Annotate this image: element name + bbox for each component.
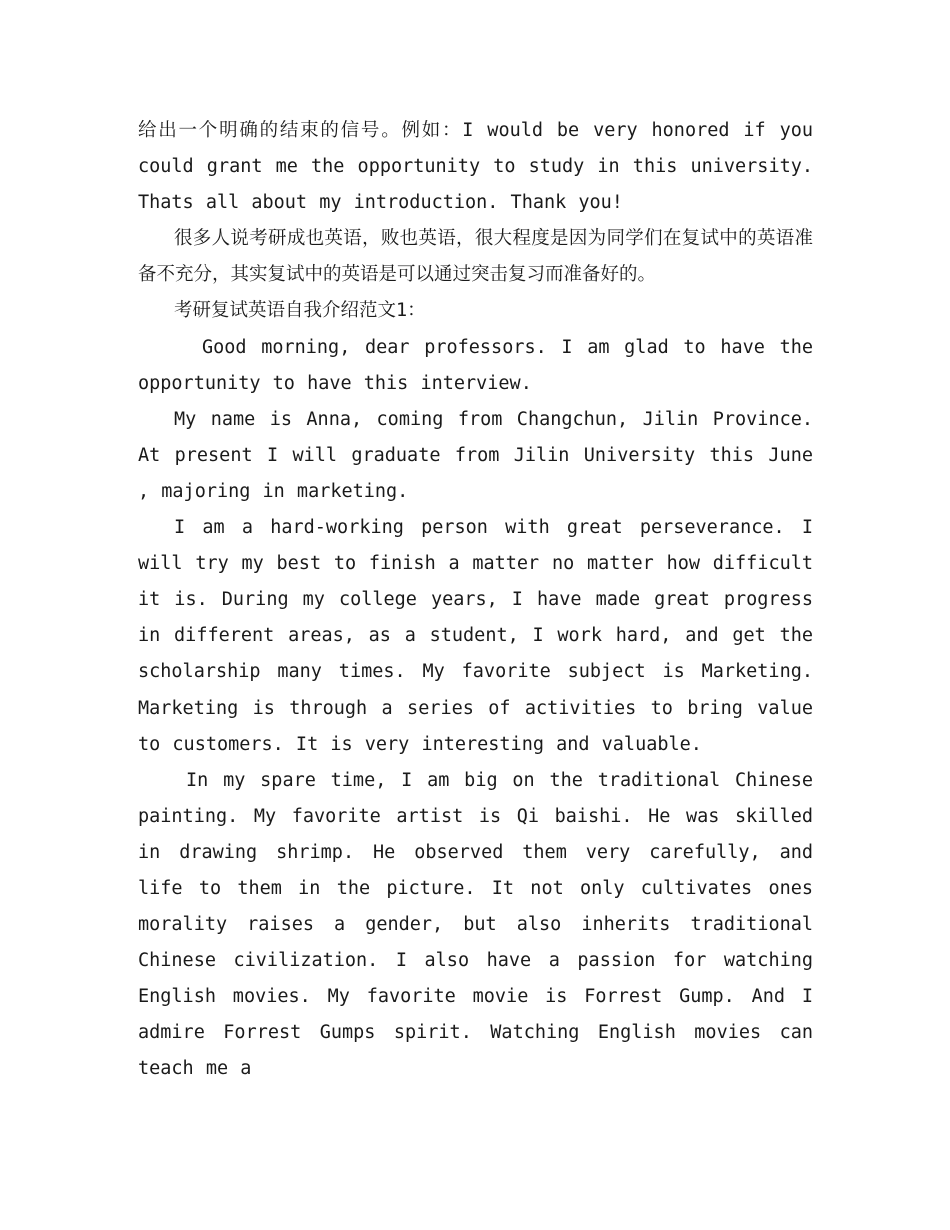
section-heading-sample-1: 考研复试英语自我介绍范文1： <box>174 300 426 322</box>
paragraph-greeting: Good morning, dear professors. I am glad to have the opportunity to have this interview. <box>138 336 813 394</box>
document-body <box>138 113 813 1088</box>
paragraph-personality-study: I am a hard-working person with great perseverance. I will try my best to finish a matter no matter how difficult it is. During my college years, I have made great progress in different areas, as a student, I work hard, and get the scholarship many times. My favorite subject is Marketing. Marketing is through a series of activities to bring value to customers. It is very interesting and valuable. <box>138 517 813 755</box>
paragraph-name-origin: My name is Anna, coming from Changchun, Jilin Province. At present I will graduate from Jilin University this June , majoring in marketing. <box>138 408 813 502</box>
paragraph-hobbies: In my spare time, I am big on the traditional Chinese painting. My favorite artist is Qi baishi. He was skilled in drawing shrimp. He observed them very carefully, and life to them in the picture. It not only cultivates ones morality raises a gender, but also inherits traditional Chinese civilization. I also have a passion for watching English movies. My favorite movie is Forrest Gump. And I admire Forrest Gumps spirit. Watching English movies can teach me a <box>138 769 813 1080</box>
paragraph-closing-signal: 给出一个明确的结束的信号。例如：I would be very honored if you could grant me the opportunity to study in this university. Thats all about my introduction. Thank you! <box>138 120 813 214</box>
paragraph-english-importance: 很多人说考研成也英语，败也英语，很大程度是因为同学们在复试中的英语准备不充分，其实复试中的英语是可以通过突击复习而准备好的。 <box>138 228 813 286</box>
